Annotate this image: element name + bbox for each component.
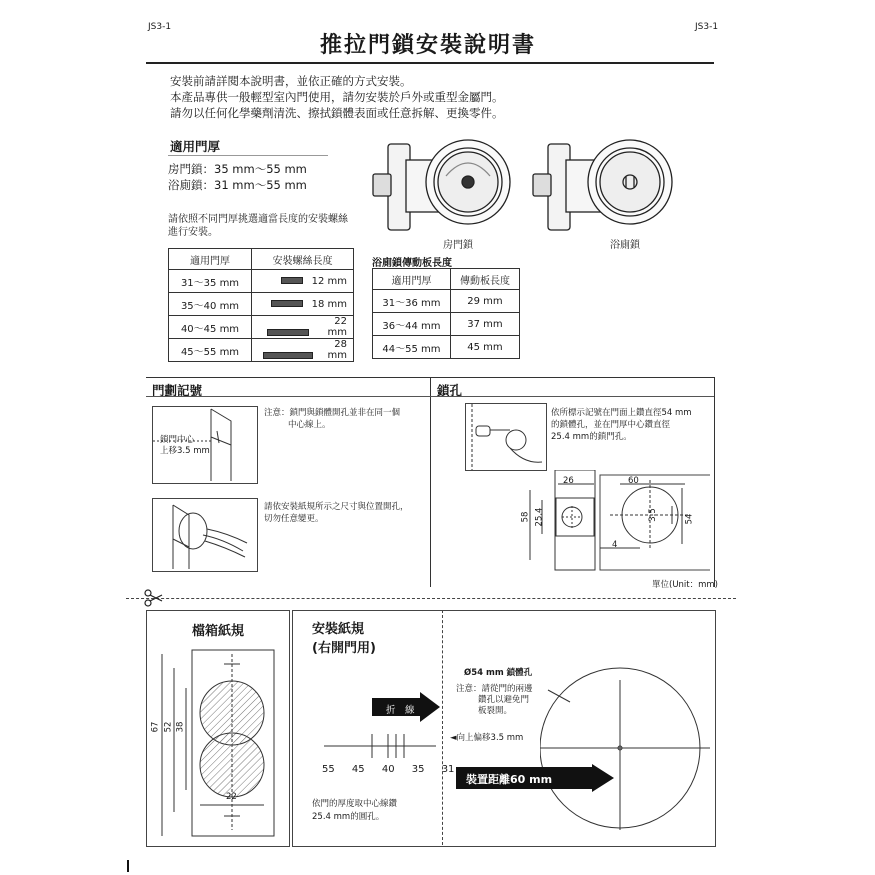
strike-template-heading: 檔箱紙規 (192, 624, 245, 639)
cell-thickness: 45～55 mm (169, 339, 252, 362)
fold-label: 折 線 (386, 705, 415, 716)
lock-body-hole-drawing (540, 660, 714, 844)
cell-length: 18 mm (252, 293, 354, 316)
scale-55: 55 (322, 764, 335, 775)
thickness-scale (316, 728, 446, 764)
heading-rule (430, 396, 714, 397)
hole-note-line-1: 注意：請從門的兩邊 (456, 684, 533, 694)
doc-code-left: JS3-1 (148, 22, 172, 32)
intro-line-1: 安裝前請詳閱本說明書，並依正確的方式安裝。 (170, 74, 412, 88)
offset-label-line-2: 上移3.5 mm (160, 446, 210, 456)
cell-thickness: 40～45 mm (169, 316, 252, 339)
note2-line-2: 切勿任意變更。 (264, 514, 324, 524)
cell-thickness: 44～55 mm (373, 336, 451, 359)
drill-diagram (465, 403, 547, 471)
door-marking-note-1 (264, 407, 400, 431)
table-row (373, 290, 520, 313)
screw-icon (263, 352, 313, 359)
screw-note-line-1: 請依照不同門厚挑選適當長度的安裝螺絲 (168, 214, 348, 225)
room-lock-illustration (373, 140, 510, 230)
col-plate-length: 傳動板長度 (450, 269, 519, 290)
cell-length: 22 mm (252, 316, 354, 339)
product-illustrations (368, 130, 728, 235)
table-row (373, 336, 520, 359)
scissors-icon (144, 589, 164, 607)
screw-note-line-2: 進行安裝。 (168, 227, 218, 238)
bath-lock-range: 浴廁鎖：31 mm～55 mm (168, 178, 307, 192)
hole-label: Ø54 mm 鎖體孔 (464, 668, 533, 678)
plate-length-table (372, 268, 520, 359)
intro-line-2: 本產品專供一般輕型室內門使用，請勿安裝於戶外或重型金屬門。 (170, 90, 504, 104)
col-thickness: 適用門厚 (373, 269, 451, 290)
door-thickness-lines (168, 161, 307, 193)
heading-rule (146, 396, 430, 397)
cell-length: 45 mm (450, 336, 519, 359)
title-rule (146, 62, 714, 64)
strike-template-drawing (152, 640, 284, 840)
screw-icon (281, 277, 303, 284)
section-divider (430, 377, 431, 587)
lock-hole-note (551, 407, 692, 443)
offset-label-line-1: 鎖門中心 (160, 435, 195, 445)
dim-3-5: 3.5 (647, 508, 658, 522)
table-row (169, 270, 354, 293)
table-header-row (373, 269, 520, 290)
intro-line-3: 請勿以任何化學藥劑清洗、擦拭鎖體表面或任意拆解、更換零件。 (170, 106, 504, 120)
center-note-line-1: 依門的厚度取中心線鑽 (312, 799, 398, 809)
dim-52: 52 (163, 721, 174, 733)
install-template-subtitle: (右開門用) (312, 641, 376, 656)
scale-labels (322, 764, 454, 775)
scale-45: 45 (351, 764, 365, 775)
doc-code-right: JS3-1 (695, 22, 719, 32)
col-screw-length: 安裝螺絲長度 (252, 249, 354, 270)
dim-58: 58 (520, 511, 531, 523)
dim-54: 54 (684, 513, 695, 525)
offset-note: ◄向上偏移3.5 mm (450, 733, 524, 743)
hole-note (456, 684, 533, 717)
cell-thickness: 36～44 mm (373, 313, 451, 336)
scale-40: 40 (381, 764, 395, 775)
table-row (169, 293, 354, 316)
dim-26: 26 (563, 476, 574, 486)
door-marking-heading: 門劃記號 (152, 383, 203, 398)
lock-hole-note-line-1: 依所標示記號在門面上鑽直徑54 mm (551, 408, 692, 418)
section-border-right (714, 377, 715, 587)
cell-length: 29 mm (450, 290, 519, 313)
dim-67: 67 (150, 721, 161, 733)
note1-line-2: 中心線上。 (288, 420, 331, 430)
center-note (312, 798, 397, 824)
cell-length: 37 mm (450, 313, 519, 336)
dim-25-4: 25.4 (534, 507, 545, 527)
center-note-line-2: 25.4 mm的圓孔。 (312, 812, 385, 822)
scale-35: 35 (411, 764, 425, 775)
col-thickness: 適用門厚 (169, 249, 252, 270)
plate-table-caption: 浴廁鎖傳動板長度 (372, 258, 452, 269)
install-template-title: 安裝紙規 (312, 622, 365, 637)
distance-label: 裝置距離60 mm (466, 773, 553, 786)
cell-thickness: 35～40 mm (169, 293, 252, 316)
install-template-heading (312, 620, 376, 658)
cell-length: 12 mm (252, 270, 354, 293)
unit-label: 單位(Unit：mm) (652, 580, 718, 590)
door-thickness-heading: 適用門厚 (170, 139, 221, 154)
scale-31: 31 (441, 764, 455, 775)
room-lock-range: 房門鎖：35 mm～55 mm (168, 162, 307, 176)
table-row (169, 339, 354, 362)
note2-line-1: 請依安裝紙規所示之尺寸與位置開孔， (264, 502, 409, 512)
bath-lock-label: 浴廁鎖 (610, 240, 640, 251)
lock-hole-note-line-2: 的鎖體孔，並在門厚中心鑽直徑 (551, 420, 671, 430)
screw-icon (267, 329, 309, 336)
drill-drawing (466, 404, 546, 470)
dim-60: 60 (628, 476, 639, 486)
room-lock-label: 房門鎖 (443, 240, 473, 251)
heading-rule (168, 155, 328, 156)
hole-note-line-3: 板裂開。 (478, 706, 513, 716)
intro-text (170, 73, 504, 121)
table-row (169, 316, 354, 339)
dim-22: 22 (226, 792, 237, 802)
hole-note-line-2: 鑽孔以避免門 (478, 695, 530, 705)
door-marking-diagram-2 (152, 498, 258, 572)
page-title: 推拉門鎖安裝說明書 (320, 33, 537, 58)
cell-thickness: 31～36 mm (373, 290, 451, 313)
door-marking-note-2 (264, 501, 409, 525)
lock-hole-note-line-3: 25.4 mm的鎖門孔。 (551, 432, 632, 442)
cell-thickness: 31～35 mm (169, 270, 252, 293)
cut-line (126, 598, 736, 599)
cell-length: 28 mm (252, 339, 354, 362)
table-row (373, 313, 520, 336)
screw-note (168, 213, 348, 239)
screw-length-table (168, 248, 354, 362)
note1-line-1: 注意：鎖門與鎖體開孔並非在同一個 (264, 408, 401, 418)
page-edge-mark (127, 860, 129, 872)
offset-label (160, 435, 210, 457)
dim-4: 4 (612, 540, 618, 550)
screw-icon (271, 300, 303, 307)
table-header-row (169, 249, 354, 270)
lock-hole-heading: 鎖孔 (437, 383, 463, 398)
hand-marking-drawing (153, 499, 257, 571)
bath-lock-illustration (533, 140, 672, 230)
dim-38: 38 (175, 721, 186, 733)
